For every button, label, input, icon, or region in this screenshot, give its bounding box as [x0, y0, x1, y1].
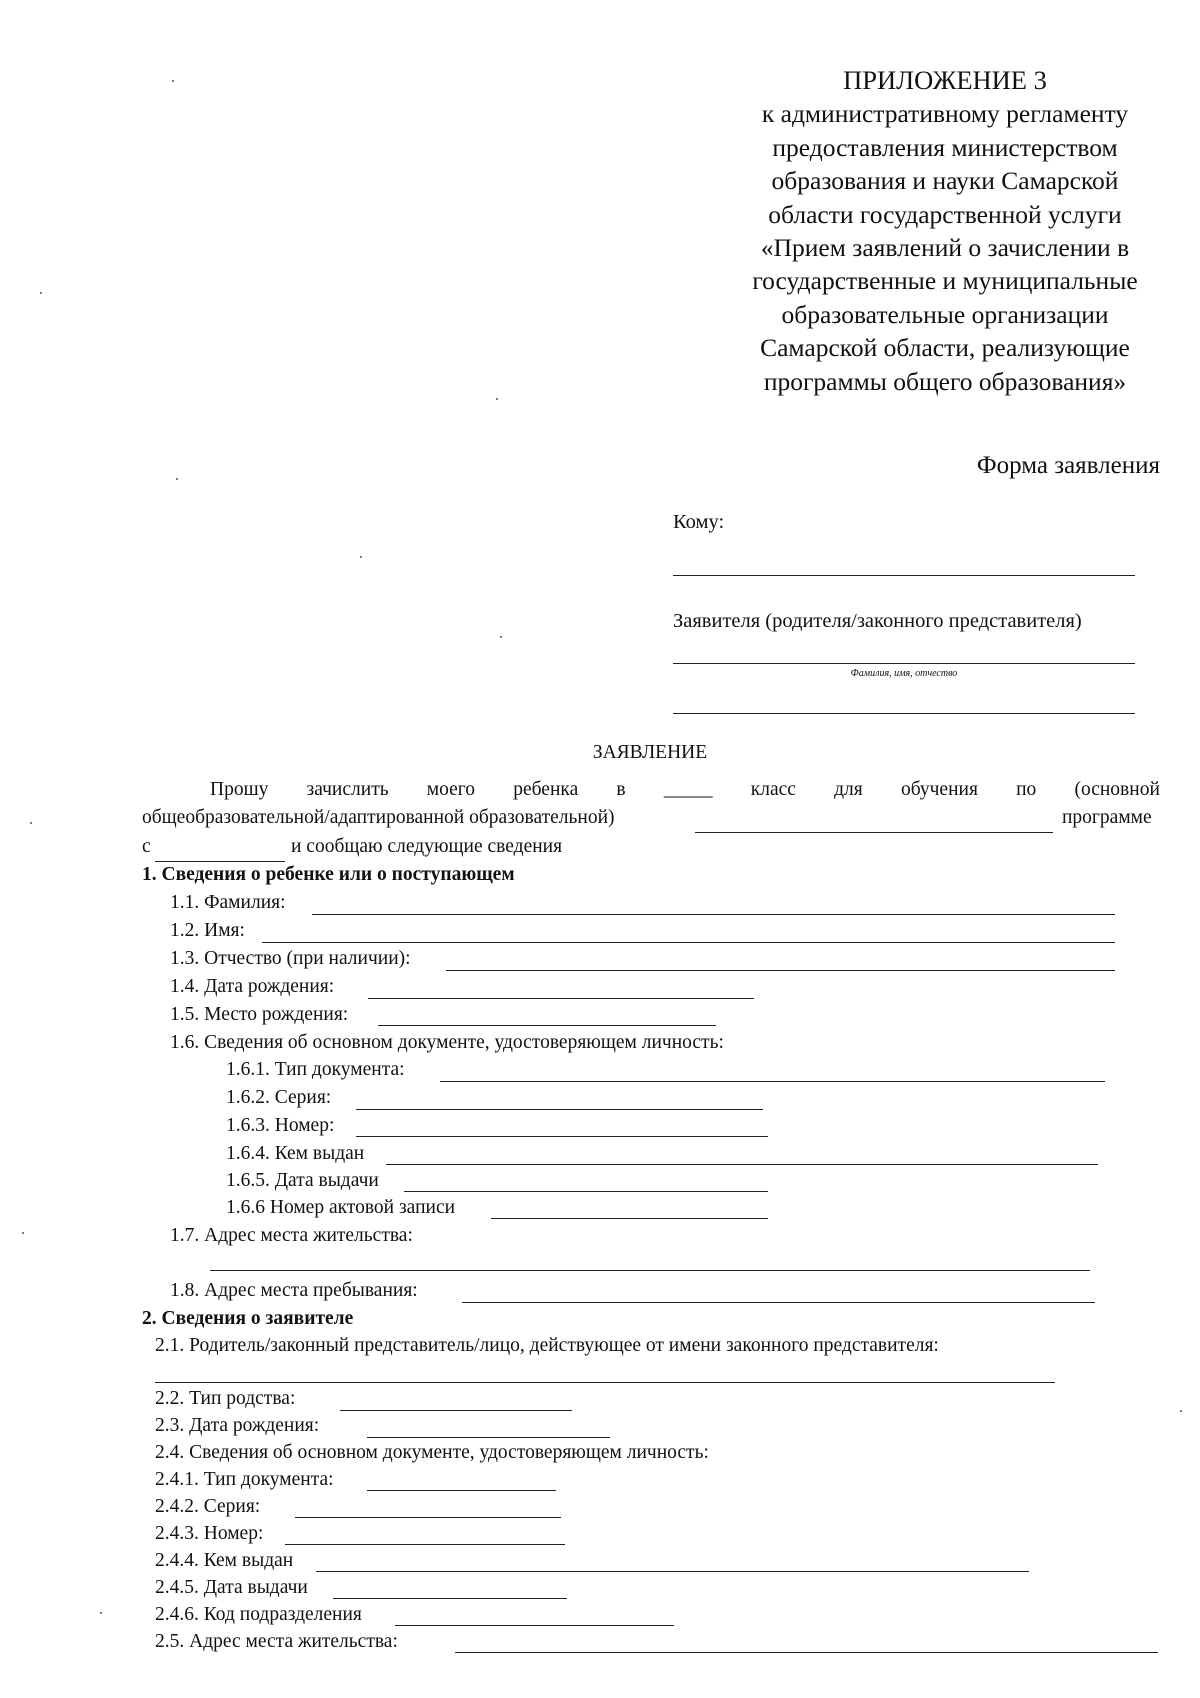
annex-line: образовательные организации [781, 299, 1109, 329]
name-line[interactable] [262, 942, 1115, 943]
annex-line: программы общего образования» [763, 366, 1127, 396]
intro-word: ребенка [513, 779, 579, 800]
grade-blank[interactable]: _____ [663, 779, 713, 800]
scan-speck [1180, 1410, 1182, 1412]
birth-record-line[interactable] [491, 1218, 768, 1219]
intro-word: по [1016, 779, 1037, 800]
annex-line: образования и науки Самарской [771, 166, 1119, 196]
intro-word: класс [750, 779, 796, 800]
applicant-doc-issue-date-line[interactable] [333, 1598, 567, 1599]
intro-line-3-prefix: с [142, 836, 151, 857]
field-label: 1.3. Отчество (при наличии): [170, 948, 411, 969]
birth-place-line[interactable] [378, 1025, 716, 1026]
representative-line[interactable] [155, 1382, 1055, 1383]
field-label: 1.6.3. Номер: [226, 1115, 335, 1136]
intro-word: в [616, 779, 626, 800]
intro-word: для [834, 779, 863, 800]
to-label: Кому: [673, 511, 725, 533]
stay-address-line[interactable] [462, 1302, 1095, 1303]
to-line[interactable] [673, 575, 1135, 576]
field-label: 1.6.2. Серия: [226, 1087, 332, 1108]
field-label: 2.4.1. Тип документа: [155, 1469, 334, 1490]
field-label: 1.6. Сведения об основном документе, удостоверяющем личность: [170, 1032, 724, 1053]
annex-header [660, 64, 1200, 398]
field-label: 2.2. Тип родства: [155, 1388, 296, 1409]
fio-caption: Фамилия, имя, отчество [850, 668, 958, 679]
field-label: 2.4.6. Код подразделения [155, 1604, 362, 1625]
intro-word: Прошу [210, 779, 269, 800]
scan-speck [176, 478, 178, 480]
form-title: Форма заявления [976, 452, 1160, 479]
intro-word: моего [426, 779, 476, 800]
annex-line: «Прием заявлений о зачислении в [760, 233, 1130, 263]
field-label: 1.6.1. Тип документа: [226, 1059, 405, 1080]
applicant-extra-line[interactable] [673, 713, 1135, 714]
applicant-birth-date-line[interactable] [367, 1437, 610, 1438]
annex-line: Самарской области, реализующие [760, 333, 1130, 363]
intro-word: обучения [900, 779, 978, 800]
doc-type-line[interactable] [440, 1081, 1105, 1082]
annex-line: предоставления министерством [772, 132, 1118, 162]
field-label: 2.4.5. Дата выдачи [155, 1577, 308, 1598]
start-date-line[interactable] [155, 861, 285, 862]
scan-speck [30, 822, 32, 824]
birth-date-line[interactable] [368, 998, 754, 999]
scan-speck [22, 1232, 24, 1234]
applicant-doc-type-line[interactable] [367, 1490, 556, 1491]
field-label: 2.1. Родитель/законный представитель/лицо, действующее от имени законного представителя: [155, 1335, 939, 1356]
department-code-line[interactable] [395, 1625, 674, 1626]
doc-issue-date-line[interactable] [404, 1191, 768, 1192]
annex-title: ПРИЛОЖЕНИЕ 3 [843, 65, 1047, 95]
surname-line[interactable] [312, 914, 1115, 915]
field-label: 1.6.4. Кем выдан [226, 1143, 365, 1164]
intro-word: (основной [1074, 779, 1160, 800]
residence-line[interactable] [210, 1270, 1090, 1271]
scan-speck [500, 636, 502, 638]
doc-number-line[interactable] [356, 1136, 768, 1137]
intro-line-1 [210, 779, 1160, 801]
intro-line-2-left: общеобразовательной/адаптированной образовательной) [142, 807, 615, 828]
field-label: 1.2. Имя: [170, 920, 245, 941]
field-label: 2.5. Адрес места жительства: [155, 1631, 398, 1652]
intro-line-2-right: программе [1062, 807, 1152, 828]
applicant-residence-line[interactable] [455, 1652, 1158, 1653]
section1-heading: 1. Сведения о ребенке или о поступающем [142, 864, 515, 885]
annex-line: к административному регламенту [761, 99, 1129, 129]
field-label: 1.8. Адрес места пребывания: [170, 1280, 418, 1301]
scan-speck [40, 292, 42, 294]
statement-title: ЗАЯВЛЕНИЕ [592, 742, 708, 763]
applicant-doc-issuer-line[interactable] [316, 1571, 1029, 1572]
scan-speck [360, 556, 362, 558]
program-line[interactable] [695, 832, 1053, 833]
applicant-label: Заявителя (родителя/законного представителя) [673, 610, 1082, 632]
intro-word: зачислить [306, 779, 389, 800]
intro-line-3-text: и сообщаю следующие сведения [291, 836, 563, 857]
field-label: 2.4. Сведения об основном документе, удостоверяющем личность: [155, 1442, 709, 1463]
scan-speck [172, 80, 174, 82]
scan-speck [100, 1612, 102, 1614]
field-label: 2.3. Дата рождения: [155, 1415, 320, 1436]
field-label: 1.7. Адрес места жительства: [170, 1225, 413, 1246]
scan-speck [496, 398, 498, 400]
annex-line: области государственной услуги [768, 199, 1122, 229]
doc-issuer-line[interactable] [386, 1164, 1098, 1165]
applicant-doc-series-line[interactable] [295, 1517, 561, 1518]
applicant-doc-number-line[interactable] [285, 1544, 565, 1545]
applicant-name-line[interactable] [673, 663, 1135, 664]
field-label: 2.4.2. Серия: [155, 1496, 261, 1517]
field-label: 2.4.3. Номер: [155, 1523, 264, 1544]
field-label: 1.6.5. Дата выдачи [226, 1170, 379, 1191]
field-label: 1.6.6 Номер актовой записи [226, 1197, 456, 1218]
section2-heading: 2. Сведения о заявителе [142, 1308, 354, 1329]
field-label: 2.4.4. Кем выдан [155, 1550, 294, 1571]
field-label: 1.1. Фамилия: [170, 892, 286, 913]
relation-line[interactable] [340, 1410, 572, 1411]
field-label: 1.4. Дата рождения: [170, 976, 335, 997]
doc-series-line[interactable] [356, 1109, 763, 1110]
patronymic-line[interactable] [446, 970, 1115, 971]
field-label: 1.5. Место рождения: [170, 1004, 349, 1025]
annex-line: государственные и муниципальные [752, 266, 1138, 296]
